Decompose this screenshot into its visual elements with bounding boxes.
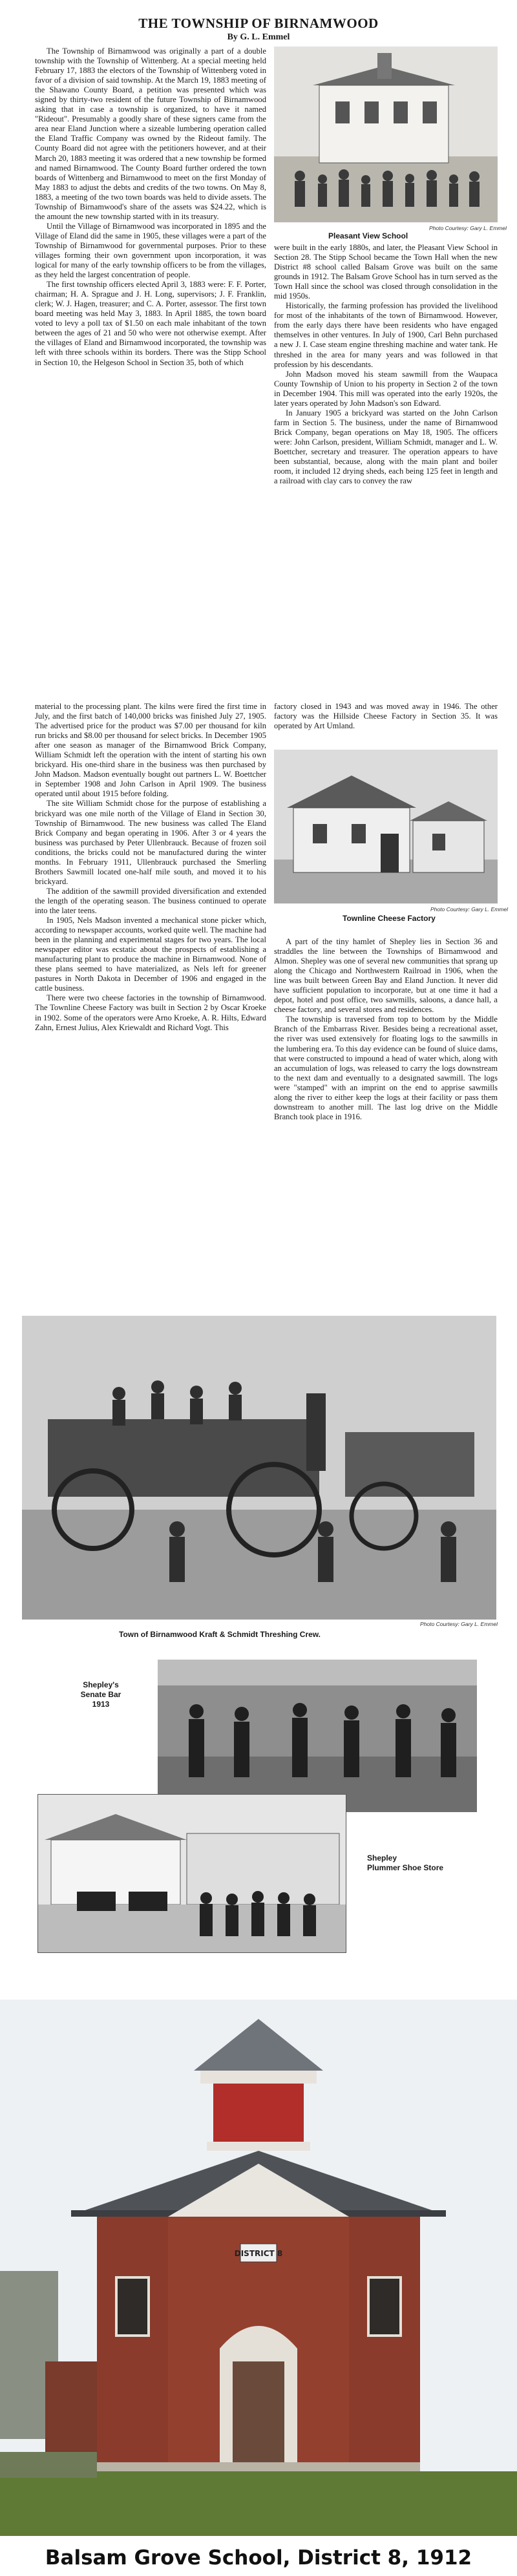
paragraph: material to the processing plant. The kilns were fired the first time in July, and the first batch of 140,000 bricks was finished July 27, 1905. The advertised price for the product was $7.00 per thousand for kiln run bricks and $8.00 per thousand for select bricks. In December 1905 after one season as manager of the Birnamwood Brick Company, William Schmidt left the operation with the intent of starting his own brickyard. His one-third share in the business was then purchased by John Madson. Madson eventually bought out partners L. W. Boettcher in September 1908 and John Carlson in April 1909. The business operated until about 1915 before folding. (35, 702, 266, 799)
paragraph: In January 1905 a brickyard was started on the John Carlson farm in Section 5. The business, under the name of Birnamwood Brick Company, began operations on May 18, 1905. The officers were: John Carlson, president, William Schmidt, manager and L. W. Boettcher, secretary and treasurer. The operation appears to have been substantial, because, along with the main plant and boiler room, it included 12 drying sheds, each being 125 feet in length and a railroad with clay cars to convey the raw (274, 408, 498, 486)
column-1 (35, 47, 266, 679)
column-2 (274, 243, 498, 679)
paragraph: The township is traversed from top to bottom by the Middle Branch of the Embarrass River. Besides being a recreational asset, the river was used extensively for floating logs to the sawmills in the lumbering era. To this day evidence can be found of sluice dams, that were constructed to impound a head of water which, along with an accumulation of logs, was released to carry the logs downstream to the next dam and eventually to a designated sawmill. The logs were "stamped" with an imprint on the end to apprise sawmills along the river to either keep the logs at their facility or pass them downstream to another mill. The last log drive on the Middle Branch took place in 1916. (274, 1015, 498, 1121)
townline-cheese-factory-photo (274, 750, 498, 903)
photo-credit: Photo Courtesy: Gary L. Emmel (430, 906, 508, 913)
pleasant-view-school-photo (274, 47, 498, 222)
caption-line: 1913 (92, 1700, 110, 1709)
paragraph: A part of the tiny hamlet of Shepley lies in Section 36 and straddles the line between the Townships of Birnamwood and Almon. Shepley was one of several new communities that sprang up along the Chicago and Northwestern Railroad in 1906, when the line was built between Green Bay and Eland Junction. It never did have sufficient population to incorporate, but at one time it had a depot, hotel and post office, two sawmills, saloons, a dance hall, a cheese factory, and several stores and residences. (274, 937, 498, 1015)
caption-line: Senate Bar (80, 1690, 121, 1699)
caption-line: Plummer Shoe Store (367, 1863, 444, 1872)
column-3 (35, 702, 266, 1303)
senate-bar-photo (158, 1660, 477, 1812)
photo-credit: Photo Courtesy: Gary L. Emmel (420, 1621, 498, 1627)
paragraph: factory closed in 1943 and was moved away in 1946. The other factory was the Hillside Cheese Factory in Section 35. It was operated by Art Umland. (274, 702, 498, 731)
paragraph: The Township of Birnamwood was originally a part of a double township with the Township of Wittenberg. At a special meeting held February 17, 1883 the electors of the Township of Wittenberg voted in favor of a division of said township. At the March 19, 1883 meeting of the Shawano County Board, a petition was presented which was signed by thirty-two resident of the future Township of Birnamwood asking that in case a township is organized, to have it named "Rideout". Presumably a goodly share of these signers came from the area near Eland Junction where a sizeable lumbering operation called the Eland Traffic Company was owned by the Rideout family. The County Board did not agree with the petitioners however, and at their March 20, 1883 meeting it was ordered that a new township be formed and named Birnamwood. The County Board further ordered the town boards of Wittenberg and Birnamwood to meet on the first Monday of May 1883 to adjust the debts and credits of the two towns. On May 8, 1883, a meeting of the two town boards was held to divide assets. The Township of Birnamwood's share of the assets was $24.22, which is the amount the new township started with in its treasury. (35, 47, 266, 221)
paragraph: Until the Village of Birnamwood was incorporated in 1895 and the Village of Eland did the same in 1905, these villages were a part of the Township of Birnamwood for governmental purposes. Prior to these villages forming their own government upon incorporation, it was logical for many of the early township officers to be from the villages, as they held the largest concentration of people. (35, 221, 266, 280)
balsam-grove-school-caption: Balsam Grove School, District 8, 1912 (45, 2546, 472, 2570)
senate-bar-caption (75, 1680, 127, 1709)
column-4 (274, 937, 498, 1303)
plummer-shoe-store-caption (367, 1853, 443, 1873)
district-sign: DISTRICT 8 (234, 2249, 283, 2258)
threshing-crew-caption: Town of Birnamwood Kraft & Schmidt Threshing Crew. (119, 1630, 321, 1639)
column-4-top (274, 702, 498, 742)
threshing-crew-photo (22, 1316, 496, 1620)
paragraph: The first township officers elected April 3, 1883 were: F. F. Porter, chairman; H. A. Sprague and J. H. Long, supervisors; J. F. Franklin, clerk; W. J. Hagen, treasurer; and C. A. Porter, assessor. The first town board meeting was held May 3, 1883. In April 1885, the town board voted to levy a poll tax of $1.50 on each male inhabitant of the town between the ages of 21 and 50 who were not otherwise exempt. After the villages of Eland and Birnamwood incorporated, the township was left with three schools within its borders. There was the Stipp School in Section 10, the Helgeson School in Section 35, both of which (35, 280, 266, 367)
paragraph: In 1905, Nels Madson invented a mechanical stone picker which, according to newspaper accounts, worked quite well. The machine had been in the planning and experimental stages for two years. The local newspaper editor was ecstatic about the prospects of establishing a manufacturing plant to produce the machine in Birnamwood. None of these plans seemed to have materialized, as Nels left for greener pastures in North Dakota in December of 1906 and engaged in the cattle business. (35, 916, 266, 993)
photo-credit: Photo Courtesy: Gary L. Emmel (429, 225, 507, 231)
paragraph: Historically, the farming profession has provided the livelihood for most of the inhabitants of the town of Birnamwood. However, from the early days there have been residents who have engaged themselves in other ventures. In July of 1900, Carl Behn purchased a new J. I. Case steam engine threshing machine and water tank. He threshed in the area for many years and was followed in that profession by his descendants. (274, 301, 498, 369)
paragraph: John Madson moved his steam sawmill from the Waupaca County Township of Union to his property in Section 2 of the town in December 1904. This mill was operated into the early 1920s, the later years operated by John Madson's son Edward. (274, 369, 498, 408)
article-byline: By G. L. Emmel (227, 32, 290, 42)
paragraph: There were two cheese factories in the township of Birnamwood. The Townline Cheese Factory was built in Section 2 by Oscar Kroeke in 1902. Some of the operators were Arno Kroeke, A. R. Hilts, Edward Zahn, Ernest Julius, Alex Kriewaldt and Richard Vogt. This (35, 993, 266, 1032)
townline-cheese-factory-caption: Townline Cheese Factory (343, 914, 436, 923)
paragraph: The site William Schmidt chose for the purpose of establishing a brickyard was one mile north of the Village of Eland in Section 30, Township of Birnamwood. The new business was called The Eland Brick Company and began operating in 1906. After 3 or 4 years the business was purchased by Peter Ullenbrauck. Because of frozen soil conditions, the bricks could not be manufactured during the winter months. In February 1911, Ullenbrauck purchased the Smerling Brothers Sawmill located one-half mile south, and moved it to his brickyard. (35, 799, 266, 886)
article-title: THE TOWNSHIP OF BIRNAMWOOD (138, 16, 379, 31)
balsam-grove-school-photo (0, 2000, 517, 2536)
caption-line: Shepley (367, 1853, 397, 1863)
paragraph: were built in the early 1880s, and later, the Pleasant View School in Section 28. The Stipp School became the Town Hall when the new District #8 school called Balsam Grove was built on the same grounds in 1912. The Balsam Grove School has in turn served as the Town Hall since the school was closed through consolidation in the mid 1950s. (274, 243, 498, 301)
caption-line: Shepley's (83, 1680, 119, 1689)
paragraph: The addition of the sawmill provided diversification and extended the length of the operating season. The business continued to operate into the later teens. (35, 886, 266, 915)
plummer-shoe-store-photo (37, 1794, 346, 1953)
pleasant-view-school-caption: Pleasant View School (328, 231, 408, 240)
